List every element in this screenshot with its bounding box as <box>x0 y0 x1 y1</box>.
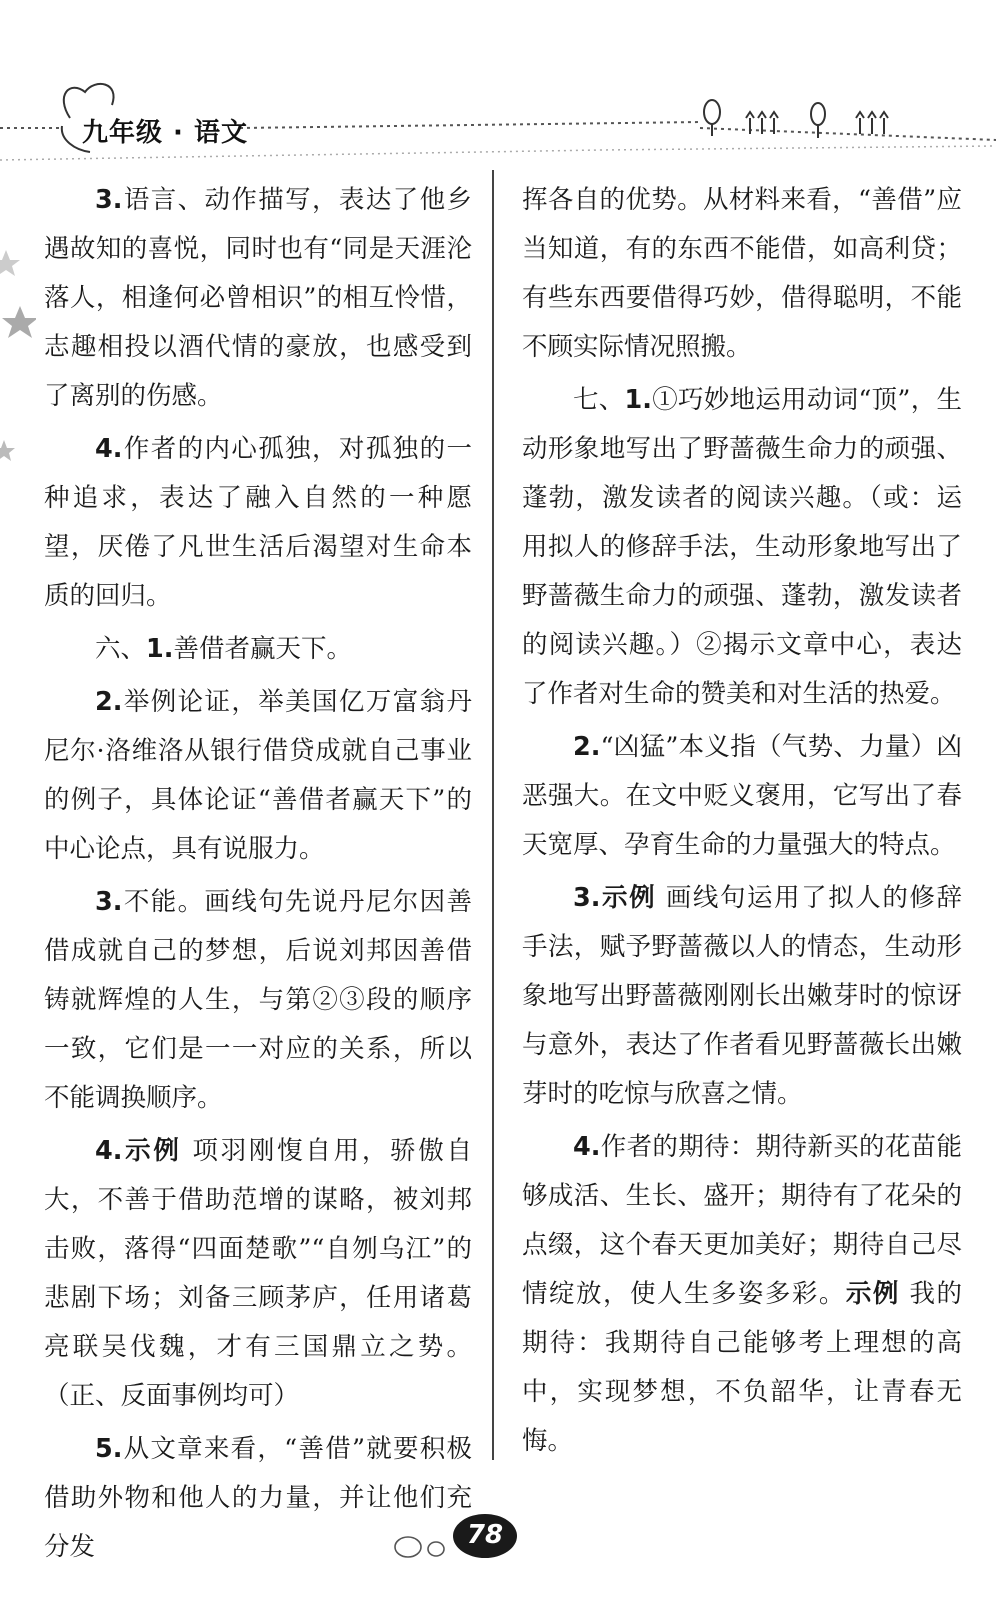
answer-paragraph: 4.示例 项羽刚愎自用，骄傲自大，不善于借助范增的谋略，被刘邦击败，落得“四面楚歌”“自刎乌江”的悲剧下场；刘备三顾茅庐，任用诸葛亮联吴伐魏，才有三国鼎立之势。（正、反面事例均可） <box>44 1136 472 1411</box>
answer-paragraph: 2.举例论证，举美国亿万富翁丹尼尔·洛维洛从银行借贷成就自己事业的例子，具体论证“善借者赢天下”的中心论点，具有说服力。 <box>44 687 472 864</box>
page-header <box>0 0 996 170</box>
answer-paragraph: 4.作者的期待：期待新买的花苗能够成活、生长、盛开；期待有了花朵的点缀，这个春天更加美好；期待自己尽情绽放，使人生多姿多彩。示例 我的期待：我期待自己能够考上理想的高中，实现梦想，不负韶华，让青春无悔。 <box>522 1132 962 1456</box>
answer-paragraph: 3.示例 画线句运用了拟人的修辞手法，赋予野蔷薇以人的情态，生动形象地写出野蔷薇刚刚长出嫩芽时的惊讶与意外，表达了作者看见野蔷薇长出嫩芽时的吃惊与欣喜之情。 <box>522 883 962 1109</box>
answer-paragraph: 2.“凶猛”本义指（气势、力量）凶恶强大。在文中贬义褒用，它写出了春天宽厚、孕育生命的力量强大的特点。 <box>522 732 962 860</box>
column-divider <box>492 170 494 1460</box>
star-icon <box>0 436 20 466</box>
answer-paragraph: 六、1.善借者赢天下。 <box>95 634 352 664</box>
answer-paragraph: 挥各自的优势。从材料来看，“善借”应当知道，有的东西不能借，如高利贷；有些东西要借得巧妙，借得聪明，不能不顾实际情况照搬。 <box>522 185 962 362</box>
answer-paragraph: 5.从文章来看，“善借”就要积极借助外物和他人的力量，并让他们充分发 <box>44 1434 472 1562</box>
star-icon <box>0 230 36 370</box>
right-column <box>522 176 962 1470</box>
flower-icon <box>704 100 888 138</box>
left-column <box>44 176 472 1576</box>
page-number: 78 <box>466 1520 504 1550</box>
answer-paragraph: 3.语言、动作描写，表达了他乡遇故知的喜悦，同时也有“同是天涯沦落人，相逢何必曾相识”的相互怜惜，志趣相投以酒代情的豪放，也感受到了离别的伤感。 <box>44 185 472 411</box>
answer-paragraph: 3.不能。画线句先说丹尼尔因善借成就自己的梦想，后说刘邦因善借铸就辉煌的人生，与第②③段的顺序一致，它们是一一对应的关系，所以不能调换顺序。 <box>44 887 472 1113</box>
header-title: 九年级 · 语文 <box>82 118 248 148</box>
footer-ovals-icon <box>392 1534 452 1560</box>
answer-paragraph: 七、1.①巧妙地运用动词“顶”，生动形象地写出了野蔷薇生命力的顽强、蓬勃，激发读者的阅读兴趣。（或：运用拟人的修辞手法，生动形象地写出了野蔷薇生命力的顽强、蓬勃，激发读者的阅读兴趣。）②揭示文章中心，表达了作者对生命的赞美和对生活的热爱。 <box>522 385 962 709</box>
answer-paragraph: 4.作者的内心孤独，对孤独的一种追求，表达了融入自然的一种愿望，厌倦了凡世生活后渴望对生命本质的回归。 <box>44 434 472 611</box>
